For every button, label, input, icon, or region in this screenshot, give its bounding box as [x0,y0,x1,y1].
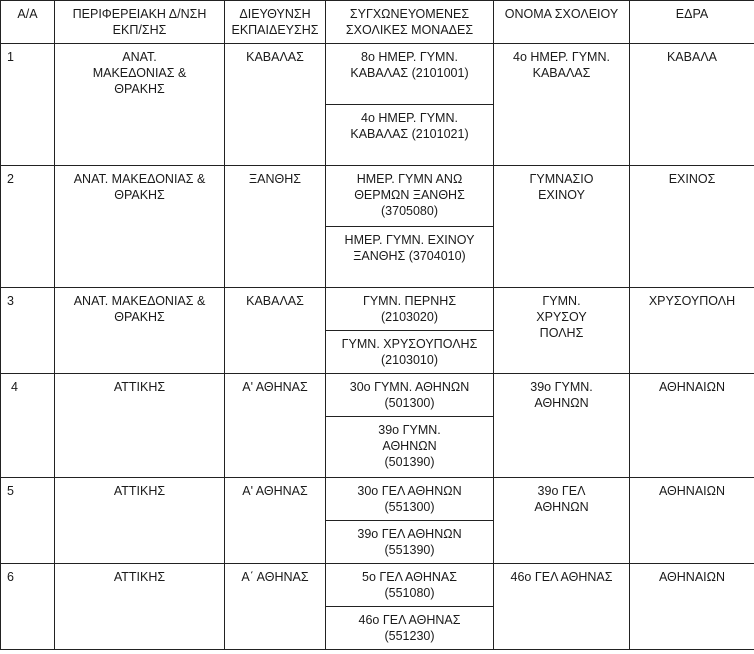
cell-aa: 5 [1,478,55,564]
header-region: ΠΕΡΙΦΕΡΕΙΑΚΗ Δ/ΝΣΗ ΕΚΠ/ΣΗΣ [55,1,225,44]
cell-school-name: 46ο ΓΕΛ ΑΘΗΝΑΣ [494,564,630,650]
cell-merging-unit: 39ο ΓΥΜΝ. ΑΘΗΝΩΝ (501390) [326,417,494,478]
cell-seat: ΕΧΙΝΟΣ [630,166,754,288]
header-seat: ΕΔΡΑ [630,1,754,44]
cell-directorate: Α' ΑΘΗΝΑΣ [225,374,326,478]
cell-directorate: Α΄ ΑΘΗΝΑΣ [225,564,326,650]
header-row [1,1,754,44]
cell-region: ΑΝΑΤ. ΜΑΚΕΔΟΝΙΑΣ & ΘΡΑΚΗΣ [55,44,225,166]
cell-merging-unit: 30ο ΓΕΛ ΑΘΗΝΩΝ (551300) [326,478,494,521]
cell-directorate: Α' ΑΘΗΝΑΣ [225,478,326,564]
cell-seat: ΑΘΗΝΑΙΩΝ [630,564,754,650]
cell-seat: ΑΘΗΝΑΙΩΝ [630,374,754,478]
cell-aa: 4 [1,374,55,478]
cell-merging-unit: 39ο ΓΕΛ ΑΘΗΝΩΝ (551390) [326,521,494,564]
cell-region: ΑΤΤΙΚΗΣ [55,374,225,478]
cell-directorate: ΚΑΒΑΛΑΣ [225,44,326,166]
cell-merging-unit: 5ο ΓΕΛ ΑΘΗΝΑΣ (551080) [326,564,494,607]
cell-school-name: ΓΥΜΝ. ΧΡΥΣΟΥ ΠΟΛΗΣ [494,288,630,374]
header-aa: Α/Α [1,1,55,44]
cell-seat: ΚΑΒΑΛΑ [630,44,754,166]
table-row [1,478,754,521]
cell-school-name: 4ο ΗΜΕΡ. ΓΥΜΝ. ΚΑΒΑΛΑΣ [494,44,630,166]
cell-merging-unit: ΓΥΜΝ. ΠΕΡΝΗΣ (2103020) [326,288,494,331]
cell-region: ΑΤΤΙΚΗΣ [55,564,225,650]
cell-merging-unit: 46ο ΓΕΛ ΑΘΗΝΑΣ (551230) [326,607,494,650]
table-row [1,374,754,417]
table-row [1,166,754,227]
cell-merging-unit: ΗΜΕΡ. ΓΥΜΝ ΑΝΩ ΘΕΡΜΩΝ ΞΑΝΘΗΣ (3705080) [326,166,494,227]
cell-seat: ΑΘΗΝΑΙΩΝ [630,478,754,564]
table-row [1,564,754,607]
cell-school-name: ΓΥΜΝΑΣΙΟ ΕΧΙΝΟΥ [494,166,630,288]
cell-merging-unit: 4ο ΗΜΕΡ. ΓΥΜΝ. ΚΑΒΑΛΑΣ (2101021) [326,105,494,166]
header-directorate: ΔΙΕΥΘΥΝΣΗ ΕΚΠΑΙΔΕΥΣΗΣ [225,1,326,44]
cell-directorate: ΚΑΒΑΛΑΣ [225,288,326,374]
cell-merging-unit: 8ο ΗΜΕΡ. ΓΥΜΝ. ΚΑΒΑΛΑΣ (2101001) [326,44,494,105]
cell-school-name: 39ο ΓΕΛ ΑΘΗΝΩΝ [494,478,630,564]
header-school-name: ΟΝΟΜΑ ΣΧΟΛΕΙΟΥ [494,1,630,44]
cell-region: ΑΝΑΤ. ΜΑΚΕΔΟΝΙΑΣ & ΘΡΑΚΗΣ [55,166,225,288]
table-row [1,44,754,105]
cell-merging-unit: ΓΥΜΝ. ΧΡΥΣΟΥΠΟΛΗΣ (2103010) [326,331,494,374]
cell-aa: 6 [1,564,55,650]
cell-school-name: 39ο ΓΥΜΝ. ΑΘΗΝΩΝ [494,374,630,478]
cell-merging-unit: 30ο ΓΥΜΝ. ΑΘΗΝΩΝ (501300) [326,374,494,417]
cell-region: ΑΝΑΤ. ΜΑΚΕΔΟΝΙΑΣ & ΘΡΑΚΗΣ [55,288,225,374]
cell-region: ΑΤΤΙΚΗΣ [55,478,225,564]
header-merging-units: ΣΥΓΧΩΝΕΥΟΜΕΝΕΣ ΣΧΟΛΙΚΕΣ ΜΟΝΑΔΕΣ [326,1,494,44]
cell-merging-unit: ΗΜΕΡ. ΓΥΜΝ. ΕΧΙΝΟΥ ΞΑΝΘΗΣ (3704010) [326,227,494,288]
cell-aa: 3 [1,288,55,374]
cell-seat: ΧΡΥΣΟΥΠΟΛΗ [630,288,754,374]
cell-aa: 2 [1,166,55,288]
cell-directorate: ΞΑΝΘΗΣ [225,166,326,288]
cell-aa: 1 [1,44,55,166]
table-row [1,288,754,331]
